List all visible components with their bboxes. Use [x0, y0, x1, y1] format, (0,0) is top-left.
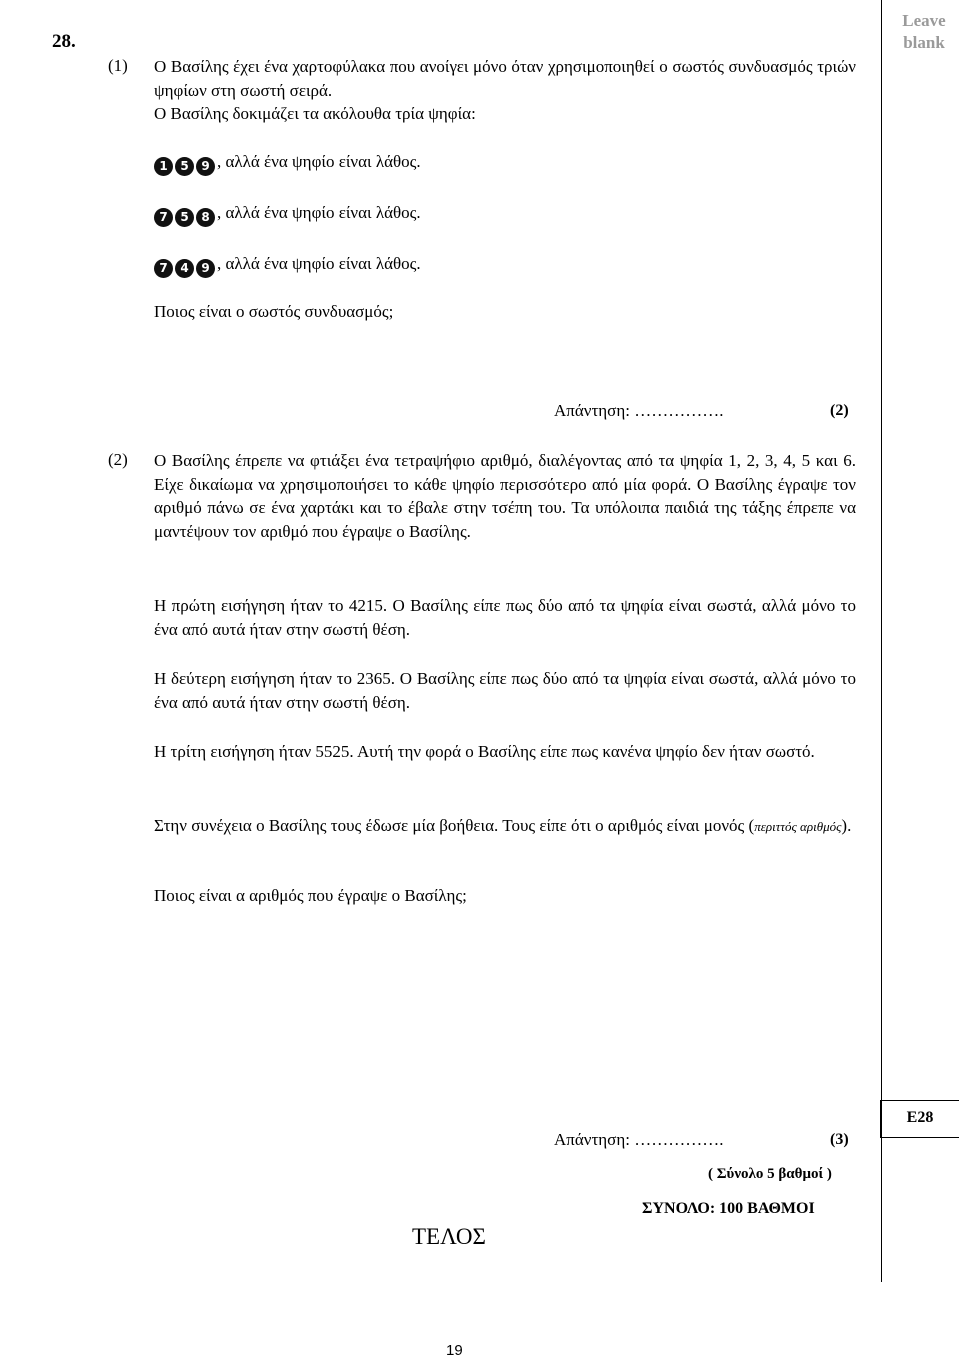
attempt-text: , αλλά ένα ψηφίο είναι λάθος. — [217, 152, 421, 171]
part2-question: Ποιος είναι α αριθμός που έγραψε ο Βασίλης; — [154, 886, 467, 905]
part2-hint-4: Στην συνέχεια ο Βασίλης τους έδωσε μία βοήθεια. Τους είπε ότι ο αριθμός είναι μονός (περιττός αριθμός). — [154, 816, 852, 835]
attempt-text: , αλλά ένα ψηφίο είναι λάθος. — [217, 203, 421, 222]
part2-hint-2: Η δεύτερη εισήγηση ήταν το 2365. Ο Βασίλης είπε πως δύο από τα ψηφία είναι σωστά, αλλά μόνο το ένα από αυτά ήταν στην σωστή θέση. — [154, 669, 856, 712]
total-marks: ( Σύνολο 5 βαθμοί ) — [708, 1166, 832, 1182]
part2-intro: Ο Βασίλης έπρεπε να φτιάξει ένα τετραψήφιο αριθμό, διαλέγοντας από τα ψηφία 1, 2, 3, 4, 5 και 6. Είχε δικαίωμα να χρησιμοποιήσει το κάθε ψηφίο περισσότερο από μία φορά. Ο Βασίλης έγραψε τον αριθμό πάνω σε ένα χαρτάκι και το έβαλε στην τσέπη του. Τα υπόλοιπα παιδιά της τάξης έπρεπε να μαντέψουν τον αριθμό που έγραψε ο Βασίλης. — [154, 451, 856, 541]
digit-badge: 8 — [196, 208, 215, 227]
answer-label: Απάντηση: — [554, 401, 630, 420]
attempt-text: , αλλά ένα ψηφίο είναι λάθος. — [217, 254, 421, 273]
attempt-1 — [154, 152, 421, 176]
part2-hint-1: Η πρώτη εισήγηση ήταν το 4215. Ο Βασίλης είπε πως δύο από τα ψηφία είναι σωστά, αλλά μόνο το ένα από αυτά ήταν στην σωστή θέση. — [154, 596, 856, 639]
end-label: ΤΕΛΟΣ — [412, 1224, 486, 1249]
digit-badge: 9 — [196, 259, 215, 278]
digit-badge: 1 — [154, 157, 173, 176]
part1-question: Ποιος είναι ο σωστός συνδυασμός; — [154, 302, 394, 321]
part1-answer — [554, 401, 723, 421]
italic-term: περιττός αριθμός — [754, 819, 842, 834]
part1-intro-1: Ο Βασίλης έχει ένα χαρτοφύλακα που ανοίγει μόνο όταν χρησιμοποιηθεί ο σωστός συνδυασμός τριών ψηφίων στη σωστή σειρά. — [154, 57, 856, 100]
answer-label: Απάντηση: — [554, 1130, 630, 1149]
attempt-2 — [154, 203, 421, 227]
page-number: 19 — [446, 1342, 463, 1359]
part2-answer — [554, 1130, 723, 1150]
mark-box: E28 — [880, 1100, 959, 1138]
answer-blank[interactable]: ……………. — [634, 401, 724, 420]
answer-blank[interactable]: ……………. — [634, 1130, 724, 1149]
digit-badge: 5 — [175, 157, 194, 176]
part2-hint-3: Η τρίτη εισήγηση ήταν 5525. Αυτή την φορά ο Βασίλης είπε πως κανένα ψηφίο δεν ήταν σωστό. — [154, 742, 815, 761]
part1-label: (1) — [108, 56, 128, 75]
attempt-3 — [154, 254, 421, 278]
part2-marks: (3) — [830, 1131, 849, 1148]
part1-intro — [154, 55, 856, 126]
digit-badge: 5 — [175, 208, 194, 227]
part1-marks: (2) — [830, 402, 849, 419]
margin-divider — [881, 0, 882, 1282]
question-number: 28. — [52, 31, 76, 52]
grand-total: ΣΥΝΟΛΟ: 100 ΒΑΘΜΟΙ — [642, 1200, 815, 1217]
digit-badge: 4 — [175, 259, 194, 278]
digit-badge: 7 — [154, 259, 173, 278]
digit-badge: 7 — [154, 208, 173, 227]
digit-badge: 9 — [196, 157, 215, 176]
part2-label: (2) — [108, 450, 128, 469]
leave-blank-label: Leave blank — [902, 11, 946, 52]
part1-intro-2: Ο Βασίλης δοκιμάζει τα ακόλουθα τρία ψηφία: — [154, 104, 476, 123]
